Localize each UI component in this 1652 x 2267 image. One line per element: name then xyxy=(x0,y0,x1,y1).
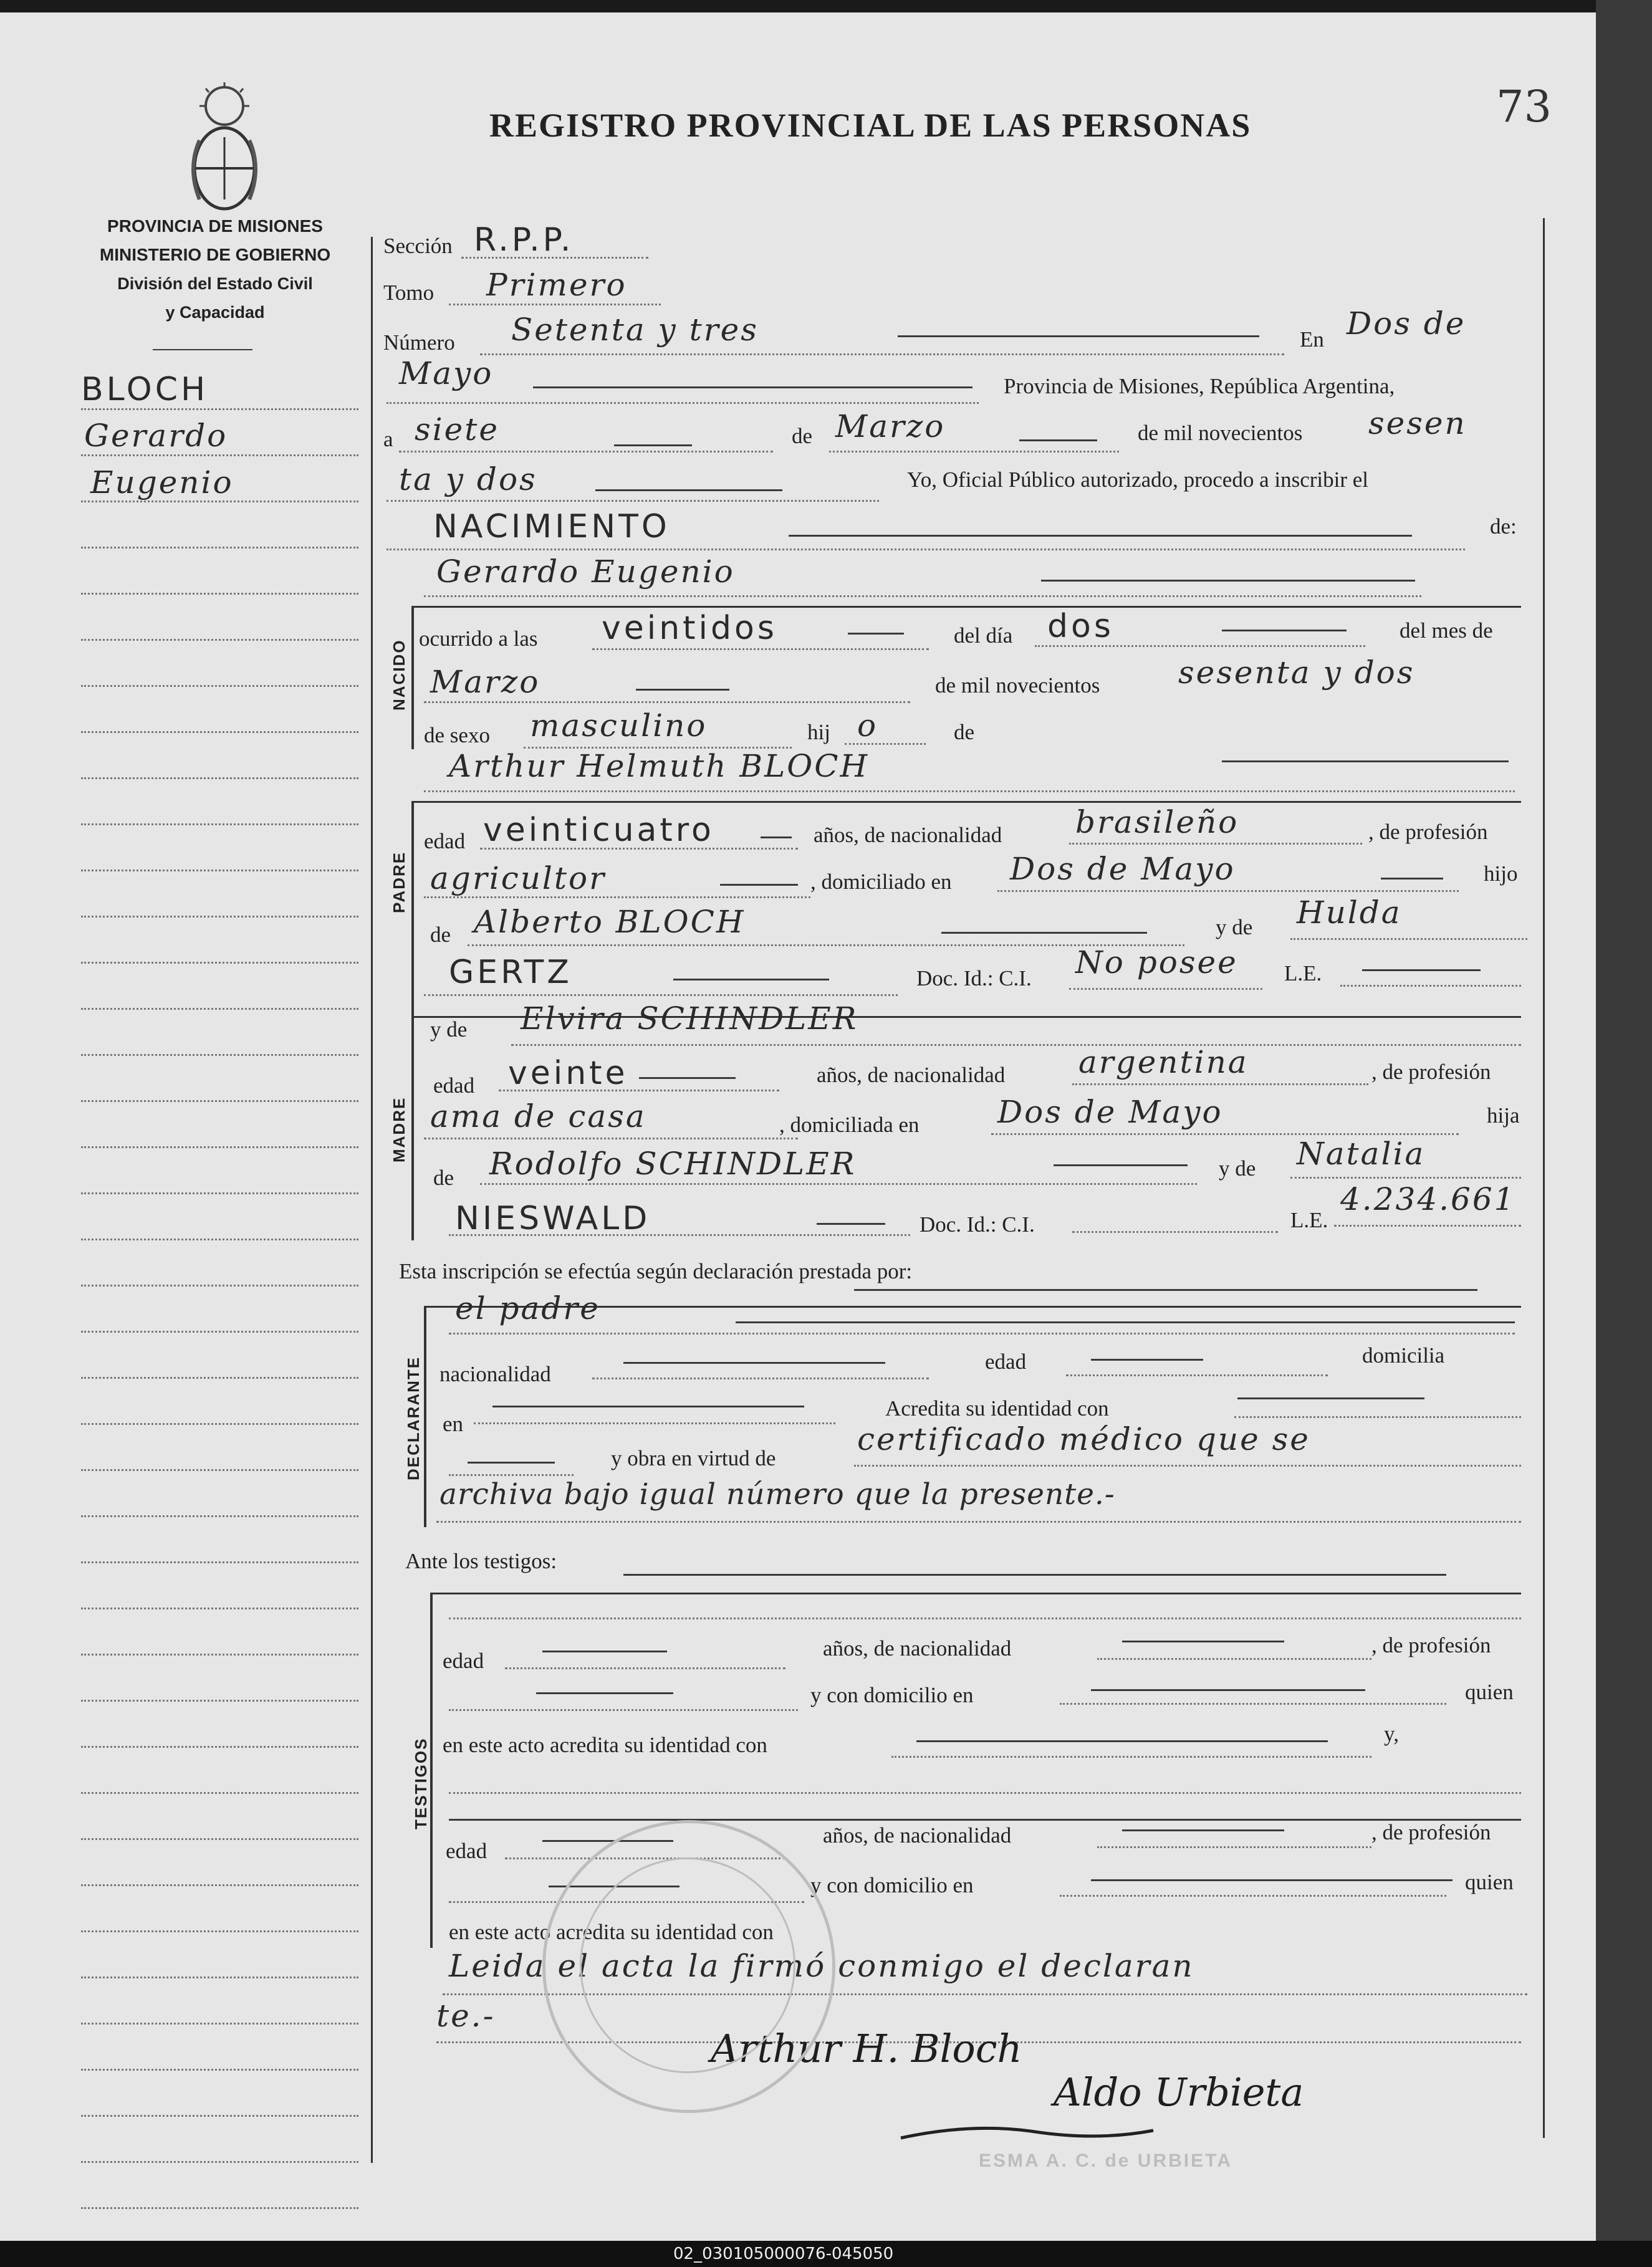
value-padre-nombre: Arthur Helmuth BLOCH xyxy=(449,748,870,784)
value-obra2: archiva bajo igual número que la presente.- xyxy=(439,1477,1115,1512)
value-seccion: R.P.P. xyxy=(474,221,574,259)
value-madre-madre2: NIESWALD xyxy=(455,1200,651,1237)
label-de-profesion-madre: , de profesión xyxy=(1371,1060,1491,1084)
label-le-madre: L.E. xyxy=(1290,1208,1328,1232)
margin-rule xyxy=(81,1192,358,1194)
value-cierre1: Leida el acta la firmó conmigo el declaran xyxy=(449,1948,1194,1984)
margin-rule xyxy=(81,2161,358,2163)
value-numero: Setenta y tres xyxy=(511,312,759,348)
label-nacionalidad-decl: nacionalidad xyxy=(439,1362,551,1386)
margin-surname: BLOCH xyxy=(81,371,209,408)
stamp-text: ESMA A. C. de URBIETA xyxy=(979,2150,1232,2171)
right-border xyxy=(1543,218,1545,2138)
label-ocurrido: ocurrido a las xyxy=(419,626,538,651)
value-mes: Marzo xyxy=(835,408,946,444)
file-id: 02_030105000076-045050 xyxy=(673,2245,894,2263)
section-declarante: DECLARANTE xyxy=(404,1356,423,1480)
value-dia: siete xyxy=(415,411,499,448)
signature-official: Aldo Urbieta xyxy=(1054,2069,1304,2115)
value-tomo: Primero xyxy=(486,267,627,303)
label-hij: hij xyxy=(807,720,830,744)
margin-given1: Gerardo xyxy=(84,418,228,454)
margin-rule xyxy=(81,1792,358,1794)
office-capacity: y Capacidad xyxy=(165,303,265,322)
section-madre: MADRE xyxy=(390,1096,408,1162)
label-domicilia: domicilia xyxy=(1362,1343,1445,1368)
coat-of-arms-icon xyxy=(181,81,268,218)
value-padre-ci: No posee xyxy=(1075,944,1238,980)
margin-rule xyxy=(81,1977,358,1978)
label-anos-nac-madre: años, de nacionalidad xyxy=(817,1063,1006,1087)
margin-rule xyxy=(81,1700,358,1702)
margin-rule xyxy=(81,454,358,456)
footer-bar xyxy=(0,2241,1652,2267)
value-dia-nac: dos xyxy=(1047,608,1114,645)
label-acredita: Acredita su identidad con xyxy=(885,1396,1109,1421)
label-de-mil-novecientos: de mil novecientos xyxy=(1138,421,1303,445)
value-padre-nacionalidad: brasileño xyxy=(1075,804,1239,840)
value-hij-suffix: o xyxy=(857,707,878,744)
label-y-con-domicilio2: y con domicilio en xyxy=(810,1873,974,1897)
margin-rule xyxy=(81,685,358,687)
margin-rule xyxy=(81,1561,358,1563)
value-padre-edad: veinticuatro xyxy=(483,812,714,849)
label-doc-ci-padre: Doc. Id.: C.I. xyxy=(916,966,1032,990)
value-padre-madre1: Hulda xyxy=(1297,894,1402,931)
label-y-con-domicilio1: y con domicilio en xyxy=(810,1683,974,1707)
label-de-profesion-padre: , de profesión xyxy=(1368,820,1488,844)
margin-rule xyxy=(81,1884,358,1886)
margin-rule xyxy=(81,1100,358,1102)
label-yo-oficial: Yo, Oficial Público autorizado, procedo a inscribir el xyxy=(907,467,1369,492)
label-quien1: quien xyxy=(1465,1680,1514,1704)
value-acto: NACIMIENTO xyxy=(433,508,670,545)
label-quien2: quien xyxy=(1465,1870,1514,1894)
value-lugar2: Mayo xyxy=(399,355,494,391)
margin-given2: Eugenio xyxy=(90,464,234,501)
value-madre-nombre: Elvira SCHINDLER xyxy=(521,1000,858,1037)
section-nacido: NACIDO xyxy=(390,639,408,711)
signature-flourish-icon xyxy=(898,2119,1160,2144)
value-padre-domicilio: Dos de Mayo xyxy=(1010,851,1236,887)
label-de-colon: de: xyxy=(1490,514,1517,539)
label-edad-padre: edad xyxy=(424,829,466,853)
value-anio1: sesen xyxy=(1368,405,1467,441)
book-binding xyxy=(1596,0,1652,2267)
value-lugar1: Dos de xyxy=(1347,305,1466,342)
label-de-mil-novecientos-b: de mil novecientos xyxy=(935,673,1100,697)
margin-rule xyxy=(81,639,358,641)
margin-rule xyxy=(81,1285,358,1287)
document-title: REGISTRO PROVINCIAL DE LAS PERSONAS xyxy=(489,107,1252,144)
label-doc-ci-madre: Doc. Id.: C.I. xyxy=(920,1212,1035,1237)
label-domiciliada: , domiciliada en xyxy=(779,1113,920,1137)
label-provincia: Provincia de Misiones, República Argentina, xyxy=(1004,374,1395,398)
office-division: División del Estado Civil xyxy=(117,274,313,293)
value-obra1: certificado médico que se xyxy=(857,1421,1310,1457)
label-edad-decl: edad xyxy=(985,1349,1027,1374)
margin-rule xyxy=(81,1423,358,1425)
margin-rule xyxy=(81,1331,358,1333)
label-anos-nac-padre: años, de nacionalidad xyxy=(814,823,1002,847)
label-del-dia: del día xyxy=(954,623,1013,648)
document-page xyxy=(0,12,1608,2244)
label-del-mes-de: del mes de xyxy=(1400,618,1493,643)
value-madre-edad: veinte xyxy=(508,1055,628,1092)
value-sexo: masculino xyxy=(530,707,708,744)
margin-rule xyxy=(81,823,358,825)
label-le-padre: L.E. xyxy=(1284,961,1322,985)
label-hijo: hijo xyxy=(1484,861,1518,886)
value-cierre2: te.- xyxy=(436,1998,496,2034)
section-padre: PADRE xyxy=(390,851,408,913)
label-de-sexo: de sexo xyxy=(424,723,490,747)
label-esta-inscripcion: Esta inscripción se efectúa según declaración prestada por: xyxy=(399,1259,913,1283)
value-madre-domicilio: Dos de Mayo xyxy=(997,1094,1223,1130)
label-seccion: Sección xyxy=(383,234,453,258)
value-mes-nac: Marzo xyxy=(430,664,540,700)
margin-rule xyxy=(81,1654,358,1656)
label-y-comma: y, xyxy=(1384,1722,1399,1746)
label-de-madre-padre: de xyxy=(433,1166,454,1190)
margin-rule xyxy=(81,962,358,964)
margin-rule xyxy=(81,870,358,871)
value-madre-profesion: ama de casa xyxy=(430,1098,646,1134)
label-y-de-madre2: y de xyxy=(1219,1156,1256,1181)
office-ministry: MINISTERIO DE GOBIERNO xyxy=(99,245,331,264)
margin-rule xyxy=(81,1746,358,1748)
label-de-padre-padre: de xyxy=(430,923,451,947)
label-y-de-madre: y de xyxy=(430,1017,468,1042)
value-hora: veintidos xyxy=(602,610,777,647)
margin-rule xyxy=(81,2023,358,2025)
value-madre-padre: Rodolfo SCHINDLER xyxy=(489,1146,857,1182)
label-en: En xyxy=(1300,327,1324,352)
page-number: 73 xyxy=(1496,81,1552,132)
office-province: PROVINCIA DE MISIONES xyxy=(107,216,323,236)
margin-rule xyxy=(81,731,358,733)
margin-rule xyxy=(81,1930,358,1932)
margin-rule xyxy=(81,501,358,502)
section-testigos: TESTIGOS xyxy=(411,1737,430,1829)
value-anio-nac: sesenta y dos xyxy=(1178,654,1415,691)
margin-rule xyxy=(81,547,358,549)
label-en-este-acto1: en este acto acredita su identidad con xyxy=(443,1733,767,1757)
margin-rule xyxy=(81,2069,358,2071)
value-madre-le: 4.234.661 xyxy=(1340,1181,1516,1217)
margin-rule xyxy=(81,1608,358,1609)
label-de2: de xyxy=(954,720,975,744)
label-anos-nac-test1: años, de nacionalidad xyxy=(823,1636,1012,1661)
margin-divider xyxy=(371,237,373,2163)
label-edad-test2: edad xyxy=(446,1839,487,1863)
margin-rule xyxy=(81,1008,358,1010)
value-nombre: Gerardo Eugenio xyxy=(436,554,735,590)
label-de-profesion-test1: , de profesión xyxy=(1371,1633,1491,1657)
label-en-este-acto2: en este acto acredita su identidad con xyxy=(449,1920,774,1944)
margin-rule xyxy=(81,1838,358,1840)
margin-rule xyxy=(81,2207,358,2209)
value-padre-madre2: GERTZ xyxy=(449,954,572,991)
margin-rule xyxy=(81,2115,358,2117)
value-madre-madre1: Natalia xyxy=(1297,1136,1426,1172)
margin-rule xyxy=(81,1469,358,1471)
label-de-profesion-test2: , de profesión xyxy=(1371,1820,1491,1844)
margin-rule xyxy=(81,1239,358,1240)
margin-rule xyxy=(81,408,358,410)
label-anos-nac-test2: años, de nacionalidad xyxy=(823,1823,1012,1848)
margin-rule xyxy=(81,916,358,918)
value-padre-padre: Alberto BLOCH xyxy=(474,904,746,940)
label-ante-testigos: Ante los testigos: xyxy=(405,1549,557,1573)
label-domiciliado: , domiciliado en xyxy=(810,870,952,894)
label-en-decl: en xyxy=(443,1412,464,1436)
margin-rule xyxy=(81,777,358,779)
value-madre-nacionalidad: argentina xyxy=(1078,1044,1249,1080)
label-numero: Número xyxy=(383,330,455,355)
issuing-office xyxy=(72,212,358,327)
label-y-de-padre: y de xyxy=(1216,915,1253,939)
margin-rule xyxy=(81,1515,358,1517)
label-hija: hija xyxy=(1487,1103,1520,1128)
margin-rule xyxy=(81,593,358,595)
label-edad-madre: edad xyxy=(433,1073,475,1098)
label-tomo: Tomo xyxy=(383,280,435,305)
value-declarante: el padre xyxy=(455,1290,600,1326)
label-y-obra: y obra en virtud de xyxy=(611,1446,776,1470)
value-anio2: ta y dos xyxy=(399,461,537,497)
label-a: a xyxy=(383,427,393,451)
margin-rule xyxy=(81,1146,358,1148)
margin-rule xyxy=(81,1054,358,1056)
value-padre-profesion: agricultor xyxy=(430,860,607,896)
label-edad-test1: edad xyxy=(443,1649,484,1673)
margin-rule xyxy=(81,1377,358,1379)
label-de: de xyxy=(792,424,813,448)
signature-father: Arthur H. Bloch xyxy=(711,2026,1022,2071)
